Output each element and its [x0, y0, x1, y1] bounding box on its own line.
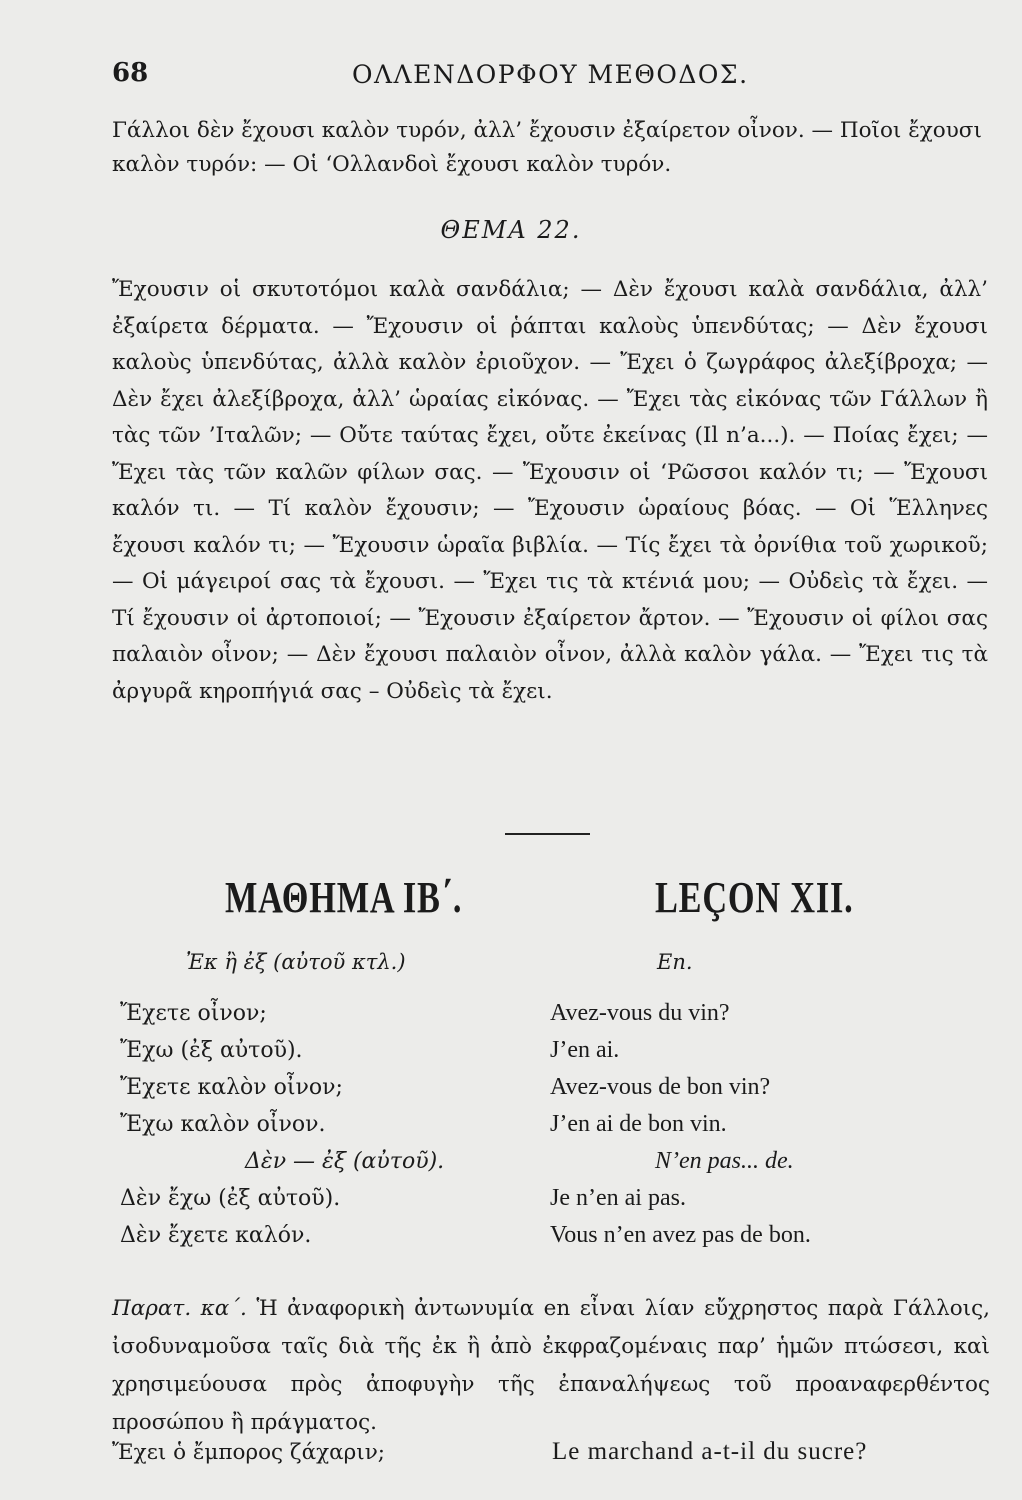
remark-label: Παρατ. κα΄.: [112, 1296, 247, 1321]
greek-line: Ἔχετε καλὸν οἶνον;: [120, 1075, 343, 1100]
french-lesson-heading: LEÇON XII.: [655, 873, 854, 922]
final-greek-sentence: Ἔχει ὁ ἔμπορος ζάχαριν;: [112, 1440, 386, 1465]
french-line: Vous n’en avez pas de bon.: [550, 1222, 811, 1248]
french-subtitle: En.: [657, 950, 693, 974]
french-subheading: N’en pas... de.: [655, 1148, 794, 1174]
greek-subtitle: Ἐκ ἢ ἐξ (αὐτοῦ κτλ.): [186, 950, 406, 974]
final-french-sentence: Le marchand a-t-il du sucre?: [552, 1438, 868, 1465]
theme-title: ΘΕΜΑ 22.: [440, 216, 582, 244]
greek-line: Ἔχω (ἐξ αὐτοῦ).: [120, 1038, 303, 1063]
french-line: J’en ai de bon vin.: [550, 1111, 727, 1137]
page-number: 68: [112, 58, 149, 88]
greek-line: Ἔχω καλὸν οἶνον.: [120, 1112, 326, 1137]
greek-line: Ἔχετε οἶνον;: [120, 1001, 267, 1026]
french-line: Avez-vous du vin?: [550, 1000, 730, 1026]
theme-exercise-text: Ἔχουσιν οἱ σκυτοτόμοι καλὰ σανδάλια; — Δὲν ἔχουσι καλὰ σανδάλια, ἀλλ’ ἐξαίρετα δέρματα. — Ἔχουσιν οἱ ῥάπται καλοὺς ὑπενδύτας; — Δὲν ἔχουσι καλοὺς ὑπενδύτας, ἀλλὰ καλὸν ἐριοῦχον. — Ἔχει ὁ ζωγράφος ἀλεξίβροχα; — Δὲν ἔχει ἀλεξίβροχα, ἀλλ’ ὡραίας εἰκόνας. — Ἔχει τὰς εἰκόνας τῶν Γάλλων ἢ τὰς τῶν ’Ιταλῶν; — Οὔτε ταύτας ἔχει, οὔτε ἐκείνας (Il n’a...). — Ποίας ἔχει; — Ἔχει τὰς τῶν καλῶν φίλων σας. — Ἔχουσιν οἱ ‘Ρῶσσοι καλόν τι; — Ἔχουσι καλόν τι. — Τί καλὸν ἔχουσιν; — Ἔχουσιν ὡραίους βόας. — Οἱ Ἕλληνες ἔχουσι καλόν τι; — Ἔχουσιν ὡραῖα βιβλία. — Τίς ἔχει τὰ ὀρνίθια τοῦ χωρικοῦ; — Οἱ μάγειροί σας τὰ ἔχουσι. — Ἔχει τις τὰ κτένιά μου; — Οὐδεὶς τὰ ἔχει. — Τί ἔχουσιν οἱ ἀρτοποιοί; — Ἔχουσιν ἐξαίρετον ἄρτον. — Ἔχουσιν οἱ φίλοι σας παλαιὸν οἶνον; — Δὲν ἔχουσι παλαιὸν οἶνον, ἀλλὰ καλὸν γάλα. — Ἔχει τις τὰ ἀργυρᾶ κηροπήγιά σας – Οὐδεὶς τὰ ἔχει.: [112, 277, 988, 704]
greek-subheading: Δὲν — ἐξ (αὐτοῦ).: [245, 1149, 445, 1174]
final-example: [112, 1440, 990, 1480]
intro-paragraph: Γάλλοι δὲν ἔχουσι καλὸν τυρόν, ἀλλ’ ἔχουσιν ἐξαίρετον οἶνον. — Ποῖοι ἔχουσι καλὸν τυρόν: — Οἱ ‘Ολλανδοὶ ἔχουσι καλὸν τυρόν.: [112, 118, 982, 177]
french-line: Je n’en ai pas.: [550, 1185, 686, 1211]
page-header: [112, 58, 962, 98]
greek-column: [120, 995, 500, 1254]
section-divider: [505, 833, 590, 835]
french-line: Avez-vous de bon vin?: [550, 1074, 771, 1100]
running-title: ΟΛΛΕΝΔΟΡΦΟΥ ΜΕΘΟΔΟΣ.: [352, 60, 749, 89]
greek-line: Δὲν ἔχετε καλόν.: [120, 1223, 312, 1248]
french-line: J’en ai.: [550, 1037, 620, 1063]
remark-paragraph: [112, 1290, 990, 1442]
remark-text: Ἡ ἀναφορικὴ ἀντωνυμία en εἶναι λίαν εὔχρηστος παρὰ Γάλλοις, ἰσοδυναμοῦσα ταῖς διὰ τῆς ἐκ ἢ ἀπὸ ἐκφραζομέναις παρ’ ἡμῶν πτώσεσι, καὶ χρησιμεύουσα πρὸς ἀποφυγὴν τῆς ἐπαναλήψεως τοῦ προαναφερθέντος προσώπου ἢ πράγματος.: [112, 1296, 990, 1435]
french-column: [550, 995, 990, 1254]
greek-lesson-heading: ΜΑΘΗΜΑ ΙΒ΄.: [225, 873, 463, 922]
greek-line: Δὲν ἔχω (ἐξ αὐτοῦ).: [120, 1186, 341, 1211]
